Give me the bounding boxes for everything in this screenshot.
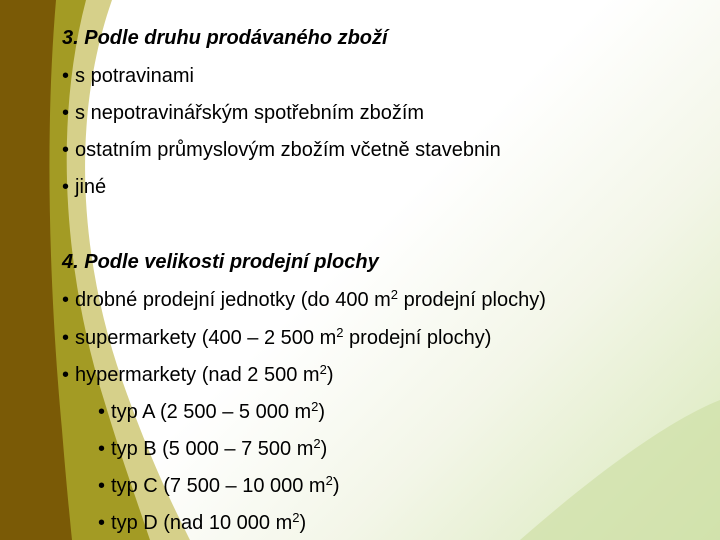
bullet: • [62,102,70,124]
section-4-heading: 4. Podle velikosti prodejní plochy [62,251,379,273]
list-item-label: s potravinami [75,65,194,87]
list-item [62,326,491,350]
bullet: • [62,176,70,198]
list-item [62,101,424,125]
section-3-heading: 3. Podle druhu prodávaného zboží [62,27,388,49]
sub-list-item-text: typ D (nad 10 000 m [111,512,293,534]
superscript: 2 [319,362,327,377]
sub-list-item-text-end: ) [320,438,328,460]
sub-list-item [98,474,340,498]
list-item [62,175,106,199]
bullet: • [62,364,70,386]
bullet: • [98,512,106,534]
sub-list-item [98,400,325,424]
superscript: 2 [311,399,319,414]
sub-list-item [98,437,327,461]
list-item-text: drobné prodejní jednotky (do 400 m [75,289,391,311]
list-item-text-end: prodejní plochy) [398,289,546,311]
superscript: 2 [325,473,333,488]
list-item [62,363,333,387]
bullet: • [62,327,70,349]
list-item-text: supermarkety (400 – 2 500 m [75,327,337,349]
bullet: • [62,65,70,87]
list-item-text: hypermarkety (nad 2 500 m [75,364,320,386]
list-item [62,64,194,88]
superscript: 2 [336,325,344,340]
list-item [62,288,546,312]
list-item-label: ostatním průmyslovým zbožím včetně stavebnin [75,139,501,161]
bullet: • [98,475,106,497]
list-item [62,138,501,162]
list-item-label: s nepotravinářským spotřebním zbožím [75,102,425,124]
bullet: • [62,139,70,161]
sub-list-item-text-end: ) [299,512,307,534]
superscript: 2 [292,510,300,525]
sub-list-item-text-end: ) [332,475,340,497]
sub-list-item-text: typ C (7 500 – 10 000 m [111,475,326,497]
sub-list-item-text: typ A (2 500 – 5 000 m [111,401,312,423]
sub-list-item-text: typ B (5 000 – 7 500 m [111,438,314,460]
sub-list-item-text-end: ) [318,401,326,423]
list-item-label: jiné [75,176,107,198]
bullet: • [62,289,70,311]
sub-list-item [98,511,306,535]
list-item-text-end: ) [326,364,334,386]
superscript: 2 [313,436,321,451]
bullet: • [98,438,106,460]
superscript: 2 [390,287,399,302]
bullet: • [98,401,106,423]
list-item-text-end: prodejní plochy) [343,327,492,349]
